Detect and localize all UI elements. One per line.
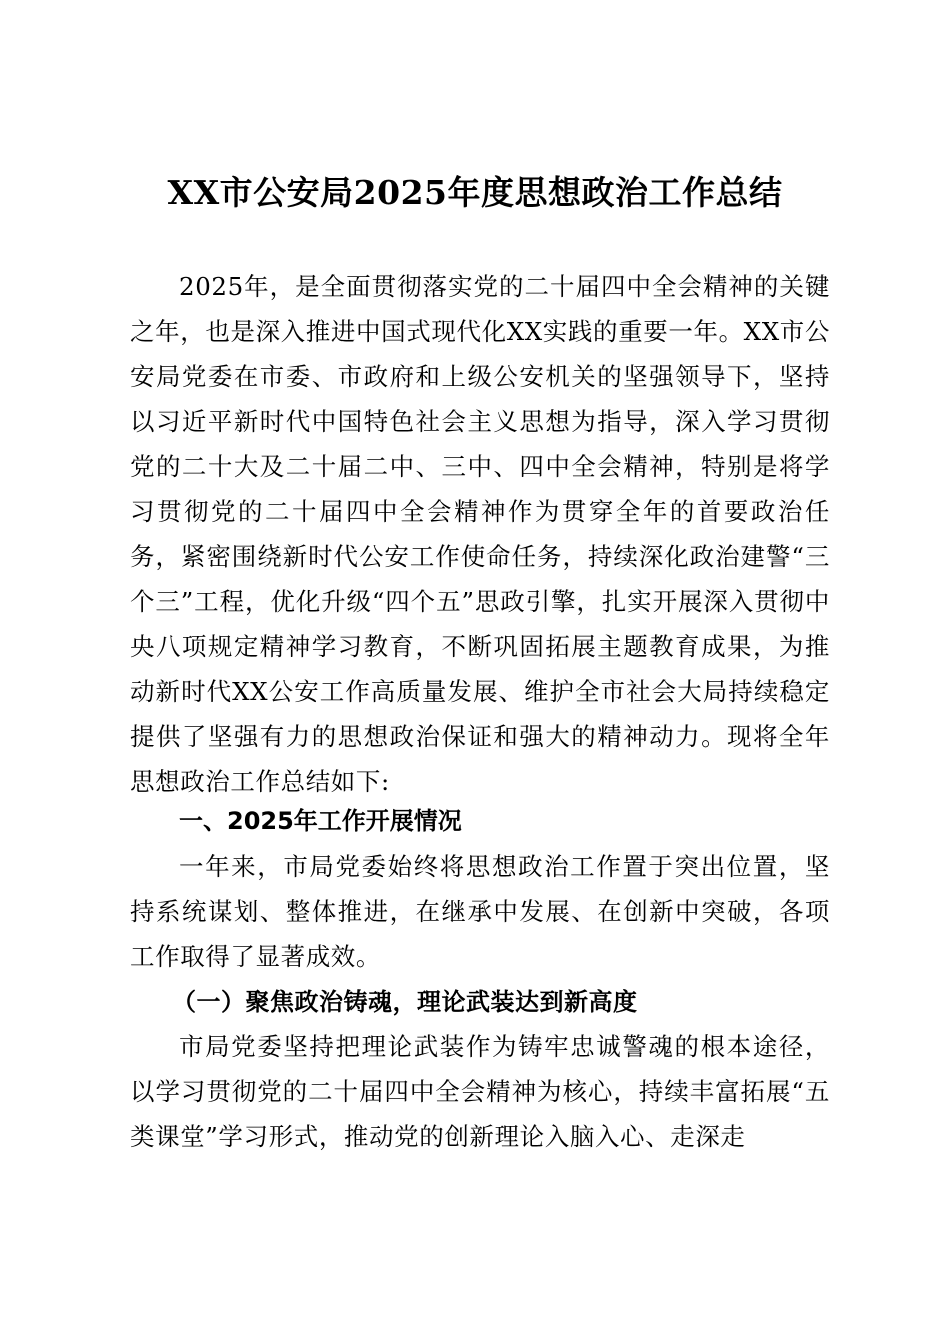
section-one-paragraph: 一年来，市局党委始终将思想政治工作置于突出位置，坚持系统谋划、整体推进，在继承中发展、在创新中突破，各项工作取得了显著成效。 (130, 852, 830, 971)
subsection-one-heading: （一）聚焦政治铸魂，理论武装达到新高度 (172, 987, 638, 1016)
document-title: XX市公安局2025年度思想政治工作总结 (167, 173, 783, 212)
section-one-heading: 一、2025年工作开展情况 (179, 807, 462, 835)
subsection-one-paragraph: 市局党委坚持把理论武装作为铸牢忠诚警魂的根本途径，以学习贯彻党的二十届四中全会精神为核心，持续丰富拓展“五类课堂”学习形式，推动党的创新理论入脑入心、走深走 (130, 1032, 830, 1151)
intro-paragraph: 2025年，是全面贯彻落实党的二十届四中全会精神的关键之年，也是深入推进中国式现代化XX实践的重要一年。XX市公安局党委在市委、市政府和上级公安机关的坚强领导下，坚持以习近平新时代中国特色社会主义思想为指导，深入学习贯彻党的二十大及二十届二中、三中、四中全会精神，特别是将学习贯彻党的二十届四中全会精神作为贯穿全年的首要政治任务，紧密围绕新时代公安工作使命任务，持续深化政治建警“三个三”工程，优化升级“四个五”思政引擎，扎实开展深入贯彻中央八项规定精神学习教育，不断巩固拓展主题教育成果，为推动新时代XX公安工作高质量发展、维护全市社会大局持续稳定提供了坚强有力的思想政治保证和强大的精神动力。现将全年思想政治工作总结如下: (130, 272, 830, 796)
